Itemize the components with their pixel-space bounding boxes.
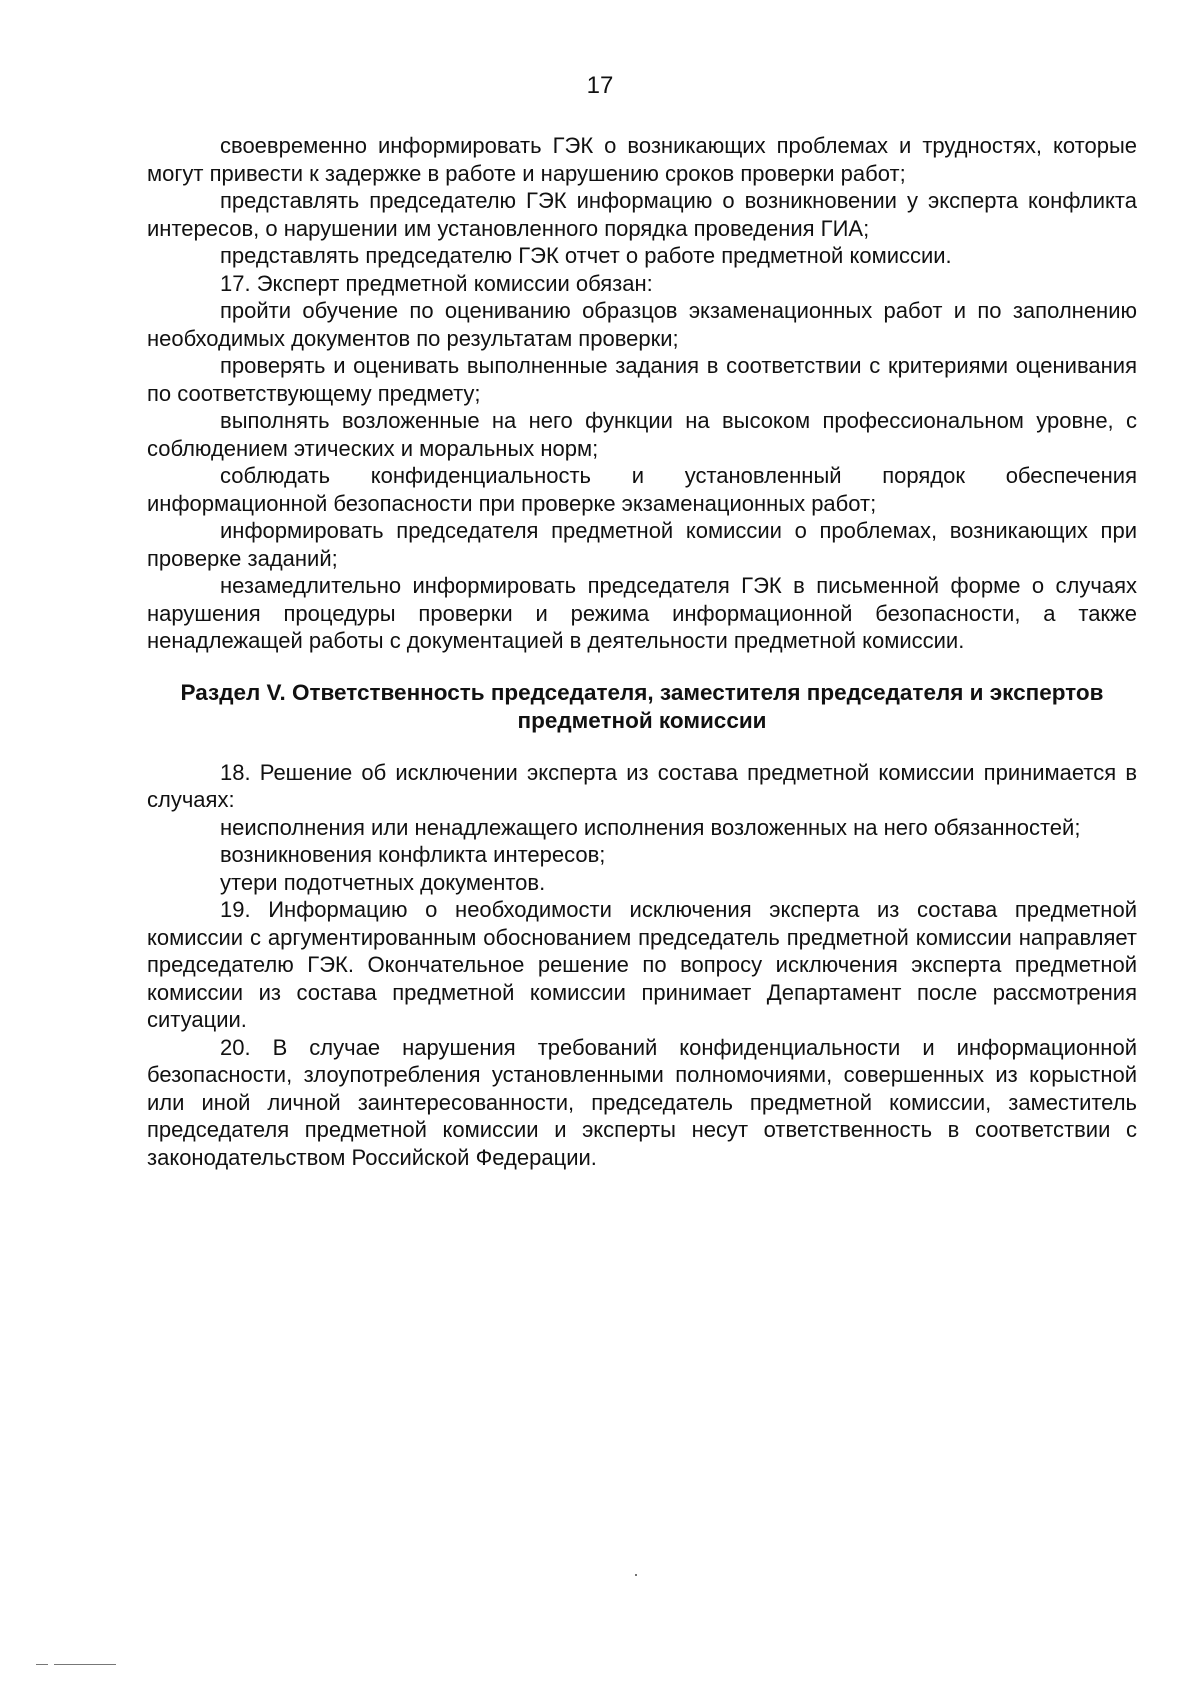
section-heading	[147, 679, 1137, 735]
paragraph-10: незамедлительно информировать председателя ГЭК в письменной форме о случаях нарушения процедуры проверки и режима информационной безопасности, а также ненадлежащей работы с документацией в деятельности предметной комиссии.	[147, 573, 1137, 653]
paragraph-7: выполнять возложенные на него функции на высоком профессиональном уровне, с соблюдением этических и моральных норм;	[147, 408, 1137, 461]
paragraph-6: проверять и оценивать выполненные задания в соответствии с критериями оценивания по соответствующему предмету;	[147, 353, 1137, 406]
paragraph-1: своевременно информировать ГЭК о возникающих проблемах и трудностях, которые могут привести к задержке в работе и нарушению сроков проверки работ;	[147, 133, 1137, 186]
scan-line-short	[36, 1664, 48, 1665]
paragraph-9: информировать председателя предметной комиссии о проблемах, возникающих при проверке заданий;	[147, 518, 1137, 571]
paragraph-8: соблюдать конфиденциальность и установленный порядок обеспечения информационной безопасности при проверке экзаменационных работ;	[147, 463, 1137, 516]
document-body	[147, 132, 1137, 1171]
paragraph-2: представлять председателю ГЭК информацию о возникновении у эксперта конфликта интересов, о нарушении им установленного порядка проведения ГИА;	[147, 188, 1137, 241]
section-paragraph-2: неисполнения или ненадлежащего исполнения возложенных на него обязанностей;	[220, 814, 1081, 840]
section-paragraph-3: возникновения конфликта интересов;	[220, 842, 606, 867]
section-paragraph-4: утери подотчетных документов.	[220, 869, 546, 895]
paragraph-3: представлять председателю ГЭК отчет о работе предметной комиссии.	[220, 243, 952, 268]
section-paragraph-1: 18. Решение об исключении эксперта из состава предметной комиссии принимается в случаях:	[147, 759, 1137, 812]
paragraph-5: пройти обучение по оцениванию образцов экзаменационных работ и по заполнению необходимых документов по результатам проверки;	[147, 298, 1137, 351]
scan-dot	[635, 1574, 637, 1576]
section-paragraph-5: 19. Информацию о необходимости исключения эксперта из состава предметной комиссии с аргументированным обоснованием председатель предметной комиссии направляет председателю ГЭК. Окончательное решение по вопросу исключения эксперта предметной комиссии из состава предметной комиссии принимает Департамент после рассмотрения ситуации.	[147, 897, 1137, 1032]
section-title-line-1: Раздел V. Ответственность председателя, заместителя председателя и экспертов	[180, 679, 1104, 705]
section-paragraph-6: 20. В случае нарушения требований конфиденциальности и информационной безопасности, злоупотребления установленными полномочиями, совершенных из корыстной или иной личной заинтересованности, председатель предметной комиссии, заместитель председателя предметной комиссии и эксперты несут ответственность в соответствии с законодательством Российской Федерации.	[147, 1034, 1137, 1170]
section-title-line-2: предметной комиссии	[517, 707, 767, 733]
paragraph-4: 17. Эксперт предметной комиссии обязан:	[220, 270, 653, 296]
page-number: 17	[586, 72, 614, 99]
scan-line-long	[54, 1664, 116, 1665]
